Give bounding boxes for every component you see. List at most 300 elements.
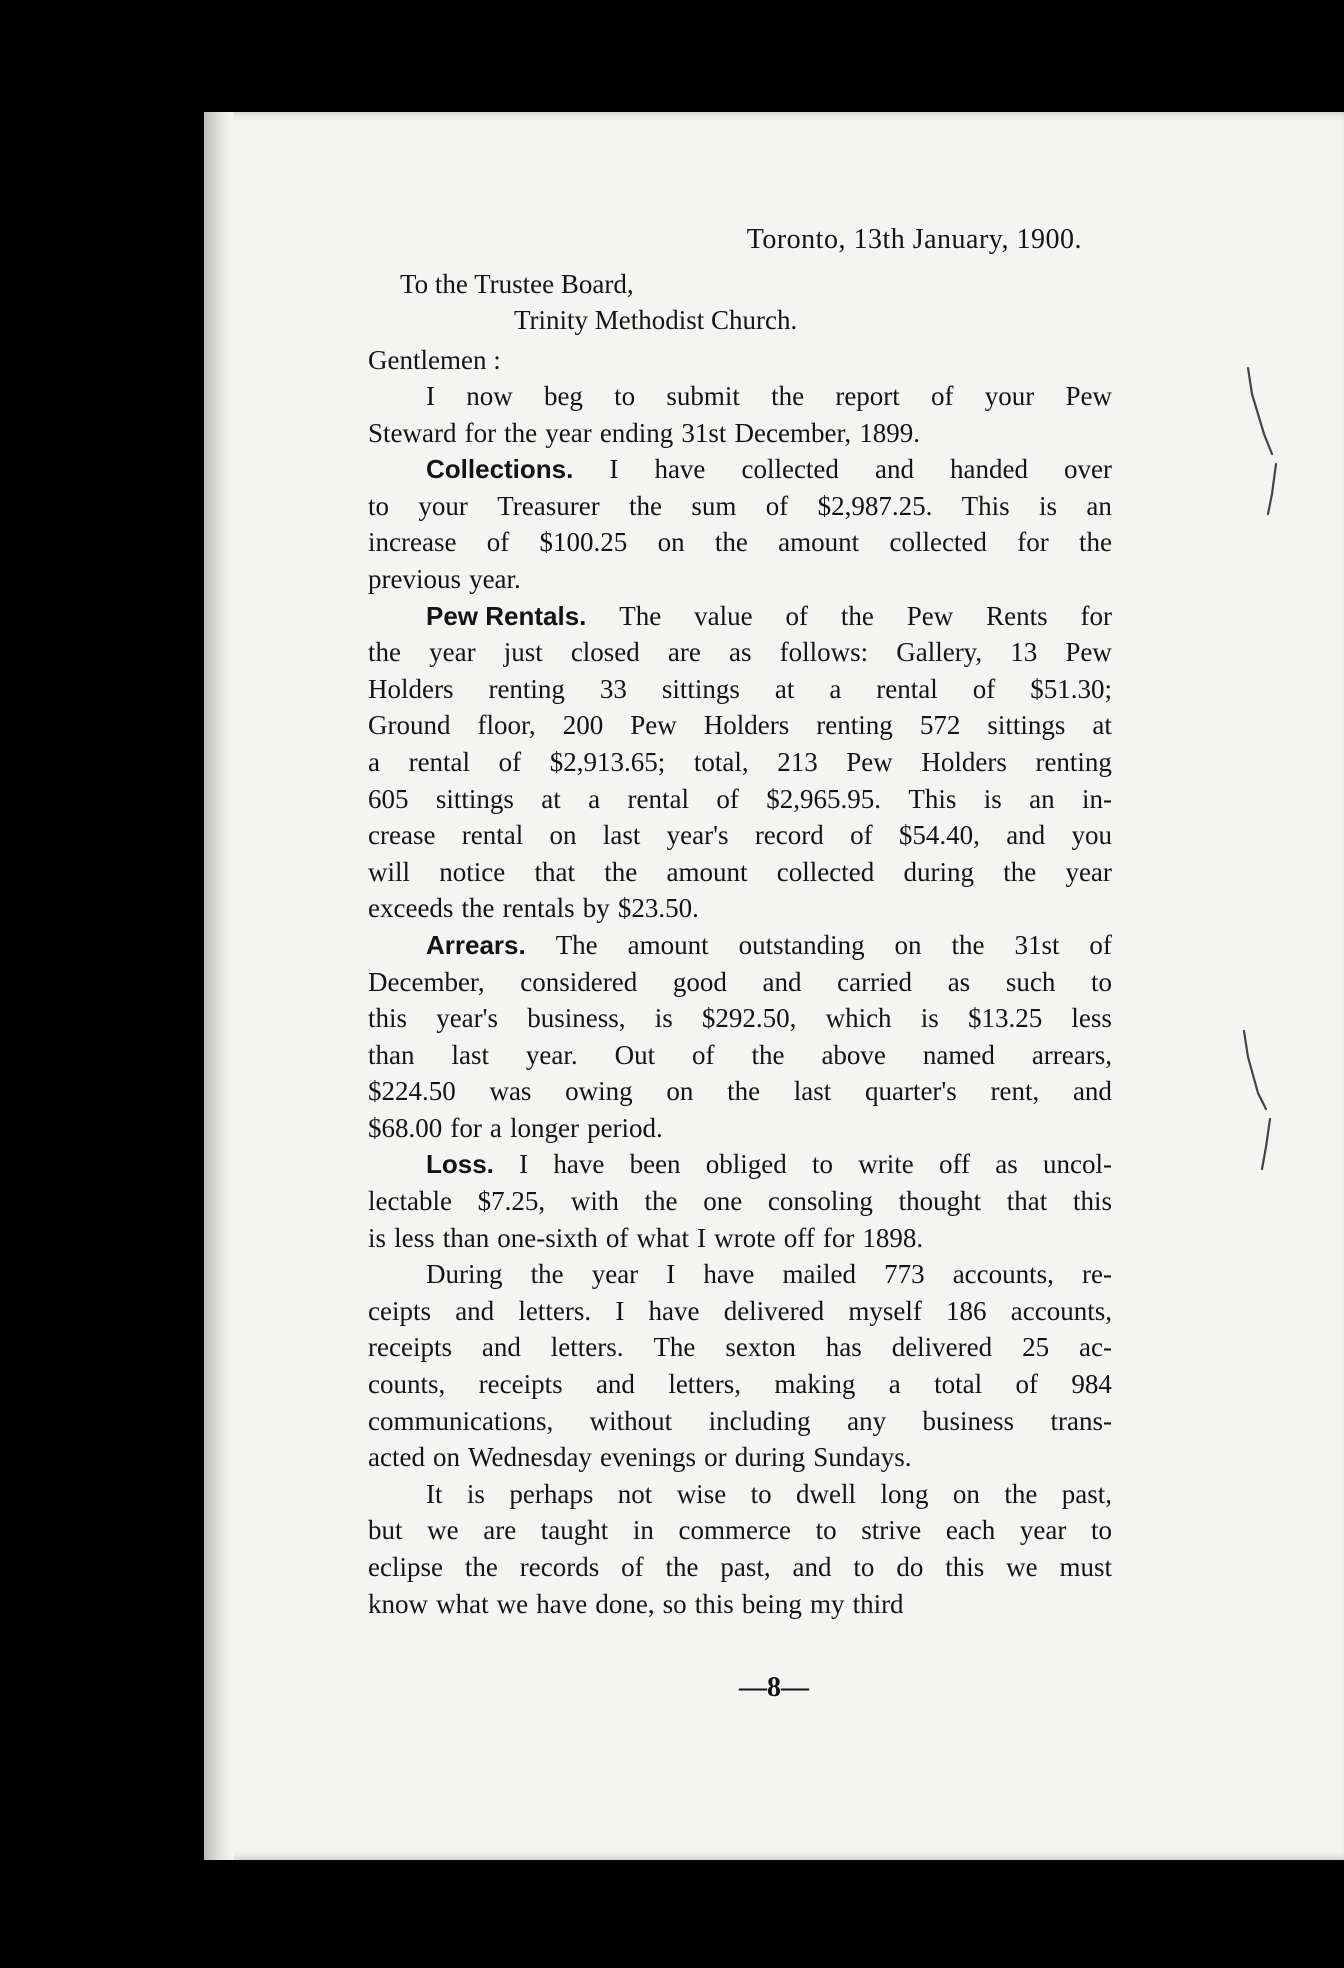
word: myself (848, 1295, 922, 1326)
word: as (728, 637, 752, 668)
word: as (947, 966, 971, 997)
word: of (972, 673, 996, 704)
word: of (621, 1552, 644, 1582)
word: handed (950, 454, 1028, 485)
word: to (815, 1515, 837, 1546)
word: which (825, 1003, 892, 1034)
word: exceeds (368, 893, 454, 924)
word: sittings (987, 710, 1066, 741)
word: the (1079, 527, 1112, 558)
word: sittings (661, 673, 740, 704)
word: of (1015, 1369, 1039, 1400)
word: less (1071, 1003, 1112, 1034)
word: 25 (1022, 1332, 1050, 1363)
text-line (368, 1220, 1112, 1257)
word: the (629, 490, 663, 521)
word: is (920, 1003, 939, 1034)
word: the (1004, 1478, 1038, 1509)
word: I (519, 1149, 529, 1180)
word: $100.25 (539, 527, 628, 558)
word: such (1005, 966, 1056, 997)
word: of (931, 381, 954, 411)
word: that (1006, 1186, 1048, 1217)
word: rental (461, 820, 524, 851)
word: previous (368, 563, 461, 594)
word: 13 (1010, 637, 1038, 668)
text-line (368, 1439, 1112, 1476)
word: and (762, 966, 802, 997)
word: good (672, 966, 727, 997)
word: Holders (368, 673, 454, 704)
word: have (654, 454, 706, 485)
word: rental (408, 746, 471, 777)
text-line (368, 1073, 1112, 1110)
word: is (466, 1478, 485, 1509)
word: Holders (921, 746, 1007, 777)
word: as (995, 1149, 1018, 1180)
word: $13.25 (967, 1003, 1043, 1034)
word: letters. (550, 1332, 624, 1363)
word: year (591, 1259, 639, 1290)
word: an (1086, 490, 1112, 521)
word: year (1065, 856, 1112, 887)
word: past, (720, 1552, 771, 1582)
word: so (662, 1588, 687, 1619)
word: been (629, 1149, 681, 1180)
text-line (368, 598, 1112, 635)
word: counts, (368, 1369, 446, 1400)
word: December, (734, 417, 852, 448)
word: to (368, 490, 390, 521)
word: beg (543, 381, 583, 411)
text-line (368, 451, 1112, 488)
word: now (466, 381, 513, 411)
word: being (741, 1588, 802, 1619)
word: than (368, 1039, 415, 1070)
page-fold-shadow (204, 112, 234, 1860)
text-line (368, 1146, 1112, 1183)
word: 213 (777, 746, 818, 777)
word: of (850, 820, 873, 851)
word: that (534, 856, 575, 887)
text-line (368, 964, 1112, 1001)
text-line (368, 1329, 1112, 1366)
word: evenings (600, 1442, 696, 1473)
word: just (503, 637, 543, 668)
word: of (605, 1222, 629, 1253)
word: the (644, 1186, 678, 1217)
word: the (461, 893, 495, 924)
word: of (486, 527, 510, 558)
word: must (1059, 1552, 1112, 1582)
word: mailed (782, 1259, 856, 1290)
word: uncol- (1042, 1149, 1112, 1180)
word: wise (676, 1478, 727, 1509)
word: have (703, 1259, 755, 1290)
word: have (536, 1588, 588, 1619)
word: during (903, 856, 974, 887)
word: I (609, 454, 619, 485)
word: business, (527, 1003, 626, 1034)
word: follows: (779, 637, 869, 668)
word: write (858, 1149, 914, 1180)
word: 200 (562, 710, 604, 741)
word: Pew (1065, 637, 1112, 668)
word: considered (520, 966, 638, 997)
word: you (1071, 820, 1112, 851)
text-line (368, 634, 1112, 671)
word: This (908, 783, 957, 814)
word: and (792, 1552, 832, 1582)
word: sittings (435, 783, 514, 814)
word: rent, (990, 1076, 1040, 1107)
word: acted (368, 1442, 425, 1473)
word: The (555, 929, 598, 960)
word: any (847, 1405, 887, 1436)
word: closed (570, 637, 640, 668)
word: have (553, 1149, 605, 1180)
word: this (694, 1588, 734, 1619)
word: value (694, 600, 753, 631)
word: in- (1082, 783, 1112, 814)
word: wrote (714, 1222, 776, 1253)
text-line (368, 1256, 1112, 1293)
word: the (464, 1552, 498, 1582)
word: trans- (1050, 1405, 1112, 1436)
text-line (368, 561, 1112, 598)
word: dwell (796, 1478, 857, 1509)
word: 984 (1071, 1369, 1112, 1400)
word: year (545, 417, 592, 448)
word: each (945, 1515, 996, 1546)
word: is (654, 1003, 673, 1034)
word: perhaps (509, 1478, 594, 1509)
word: the (504, 417, 538, 448)
word: to (750, 1478, 772, 1509)
margin-pencil-mark-2 (1240, 1027, 1280, 1177)
word: floor, (477, 710, 536, 741)
scanned-page (204, 112, 1344, 1860)
word: Treasurer (497, 490, 600, 521)
word: last (602, 820, 641, 851)
word: 773 (884, 1259, 925, 1290)
word: the (368, 637, 401, 668)
word: for (450, 1112, 482, 1143)
text-line (368, 1183, 1112, 1220)
text-line (368, 1403, 1112, 1440)
word: thought (898, 1186, 982, 1217)
word: on (657, 527, 685, 558)
word: of (1089, 929, 1112, 960)
word: This (961, 490, 1010, 521)
word: $224.50 (368, 1076, 456, 1107)
word: increase (368, 527, 457, 558)
word: and (455, 1295, 495, 1326)
address-line-2: Trinity Methodist Church. (514, 305, 798, 335)
word: to (614, 381, 636, 411)
word: Pew (906, 600, 954, 631)
word: the (604, 856, 638, 887)
text-line (368, 781, 1112, 818)
word: $68.00 (368, 1112, 443, 1143)
word: do (896, 1552, 924, 1582)
word: lectable (368, 1186, 452, 1217)
word: and (1006, 820, 1046, 851)
word: receipts (478, 1369, 563, 1400)
word: Ground (368, 710, 451, 741)
margin-pencil-mark (1242, 364, 1282, 524)
word: we (427, 1515, 459, 1546)
word: of (785, 600, 808, 631)
section-heading: Arrears. (426, 929, 526, 960)
text-line (368, 488, 1112, 525)
word: 33 (599, 673, 627, 704)
word: this (1072, 1186, 1112, 1217)
text-line (368, 890, 1112, 927)
word: Wednesday (468, 1442, 592, 1473)
word: total (934, 1369, 983, 1400)
word: December, (368, 966, 485, 997)
word: on (952, 1478, 980, 1509)
word: at (541, 783, 561, 814)
word: year. (525, 1039, 578, 1070)
word: a (829, 673, 842, 704)
word: renting (816, 710, 893, 741)
word: 572 (919, 710, 961, 741)
text-line (368, 1293, 1112, 1330)
address-line-1: To the Trustee Board, (400, 269, 634, 299)
word: obliged (705, 1149, 787, 1180)
word: ceipts (368, 1295, 431, 1326)
word: have (648, 1295, 700, 1326)
word: collected (889, 527, 987, 558)
word: ac- (1078, 1332, 1112, 1363)
word: of (692, 1039, 715, 1070)
word: $2,965.95. (766, 783, 881, 814)
word: notice (439, 856, 506, 887)
word: done, (595, 1588, 655, 1619)
text-line (368, 415, 1112, 452)
word: to (812, 1149, 834, 1180)
text-line (368, 1110, 1112, 1147)
word: I (615, 1295, 625, 1326)
text-line (368, 817, 1112, 854)
word: rentals (502, 893, 575, 924)
word: the (530, 1259, 564, 1290)
word: 1898. (862, 1222, 924, 1253)
word: the (840, 600, 874, 631)
word: off (939, 1149, 970, 1180)
word: 605 (368, 783, 409, 814)
word: and (481, 1332, 521, 1363)
word: including (708, 1405, 811, 1436)
word: the (771, 381, 805, 411)
word: know (368, 1588, 428, 1619)
word: your (418, 490, 468, 521)
word: I (697, 1222, 707, 1253)
word: renting (488, 673, 565, 704)
word: 31st (1014, 929, 1060, 960)
section-heading: Loss. (426, 1149, 494, 1180)
word: and (1072, 1076, 1112, 1107)
word: $2,913.65; (549, 746, 666, 777)
word: amount (627, 929, 709, 960)
word: ending (599, 417, 674, 448)
text-line (368, 524, 1112, 561)
word: with (570, 1186, 619, 1217)
word: $292.50, (701, 1003, 797, 1034)
word: arrears, (1031, 1039, 1112, 1070)
word: on (433, 1442, 461, 1473)
word: will (368, 856, 411, 887)
word: letters, (668, 1369, 742, 1400)
word: than (442, 1222, 490, 1253)
section-heading: Pew Rentals. (426, 600, 587, 631)
word: letters. (518, 1295, 592, 1326)
word: rental (627, 783, 689, 814)
word: consoling (767, 1186, 873, 1217)
word: record (754, 820, 824, 851)
word: year (429, 637, 476, 668)
text-line (368, 854, 1112, 891)
word: a (368, 746, 380, 777)
word: collected (776, 856, 875, 887)
word: are (667, 637, 701, 668)
word: longer (510, 1112, 579, 1143)
word: year's (436, 1003, 499, 1034)
word: and (874, 454, 914, 485)
word: The (619, 600, 662, 631)
text-line (368, 1366, 1112, 1403)
text-line (368, 1549, 1112, 1586)
word: long (880, 1478, 929, 1509)
word: delivered (891, 1332, 993, 1363)
text-line (368, 671, 1112, 708)
word: but (368, 1515, 403, 1546)
word: rental (876, 673, 938, 704)
word: what (636, 1222, 689, 1253)
word: of (765, 490, 789, 521)
word: $54.40, (898, 820, 980, 851)
word: Gallery, (896, 637, 983, 668)
word: $2,987.25. (817, 490, 933, 521)
word: crease (368, 820, 436, 851)
word: submit (666, 381, 740, 411)
word: of (498, 746, 522, 777)
word: period. (587, 1112, 663, 1143)
word: strive (861, 1515, 922, 1546)
text-line (368, 707, 1112, 744)
word: one-sixth (497, 1222, 598, 1253)
paragraphs (368, 378, 1112, 1622)
word: Steward (368, 417, 457, 448)
word: a (588, 783, 601, 814)
word: owing (565, 1076, 633, 1107)
word: the (714, 527, 748, 558)
word: year's (666, 820, 729, 851)
word: Sundays. (813, 1442, 912, 1473)
word: Rents (986, 600, 1048, 631)
word: has (825, 1332, 862, 1363)
word: 1899. (859, 417, 920, 448)
word: during (734, 1442, 806, 1473)
word: records (519, 1552, 600, 1582)
text-line (368, 1476, 1112, 1513)
word: Pew (630, 710, 677, 741)
word: year (1019, 1515, 1067, 1546)
word: amount (778, 527, 860, 558)
page-number: —8— (739, 1672, 809, 1703)
word: third (852, 1588, 904, 1619)
word: for (1017, 527, 1049, 558)
word: report (835, 381, 900, 411)
word: last (451, 1039, 489, 1070)
word: collected (741, 454, 839, 485)
word: making (774, 1369, 856, 1400)
word: this (945, 1552, 985, 1582)
word: on (549, 820, 577, 851)
word: accounts, (1010, 1295, 1112, 1326)
word: The (653, 1332, 696, 1363)
word: was (489, 1076, 532, 1107)
word: we (1006, 1552, 1038, 1582)
word: It (426, 1478, 443, 1509)
word: off (783, 1222, 815, 1253)
text-line (368, 927, 1112, 964)
word: the (1003, 856, 1037, 887)
letter-body (368, 222, 1112, 1622)
word: by (582, 893, 610, 924)
word: amount (666, 856, 748, 887)
word: we (496, 1588, 529, 1619)
word: to (1090, 1515, 1112, 1546)
word: communications, (368, 1405, 554, 1436)
text-line (368, 1037, 1112, 1074)
word: named (922, 1039, 995, 1070)
word: eclipse (368, 1552, 443, 1582)
word: an (1029, 783, 1055, 814)
text-line (368, 1586, 1112, 1623)
word: the (951, 929, 985, 960)
word: of (716, 783, 739, 814)
word: the (751, 1039, 785, 1070)
word: last (793, 1076, 832, 1107)
word: without (589, 1405, 673, 1436)
word: Holders (703, 710, 790, 741)
word: above (821, 1039, 886, 1070)
word: the (727, 1076, 761, 1107)
word: outstanding (738, 929, 865, 960)
text-line (368, 744, 1112, 781)
word: is (1039, 490, 1058, 521)
word: $23.50. (617, 893, 699, 924)
word: a (888, 1369, 901, 1400)
word: Pew (846, 746, 893, 777)
word: 31st (681, 417, 727, 448)
section-heading: Collections. (426, 454, 574, 485)
word: at (1092, 710, 1112, 741)
word: delivered (723, 1295, 825, 1326)
text-line (368, 378, 1112, 415)
word: one (703, 1186, 743, 1217)
word: year. (469, 563, 521, 594)
word: sum (691, 490, 737, 521)
word: to (1090, 966, 1112, 997)
word: I (666, 1259, 676, 1290)
word: your (984, 381, 1035, 411)
word: commerce (678, 1515, 791, 1546)
word: on (894, 929, 922, 960)
